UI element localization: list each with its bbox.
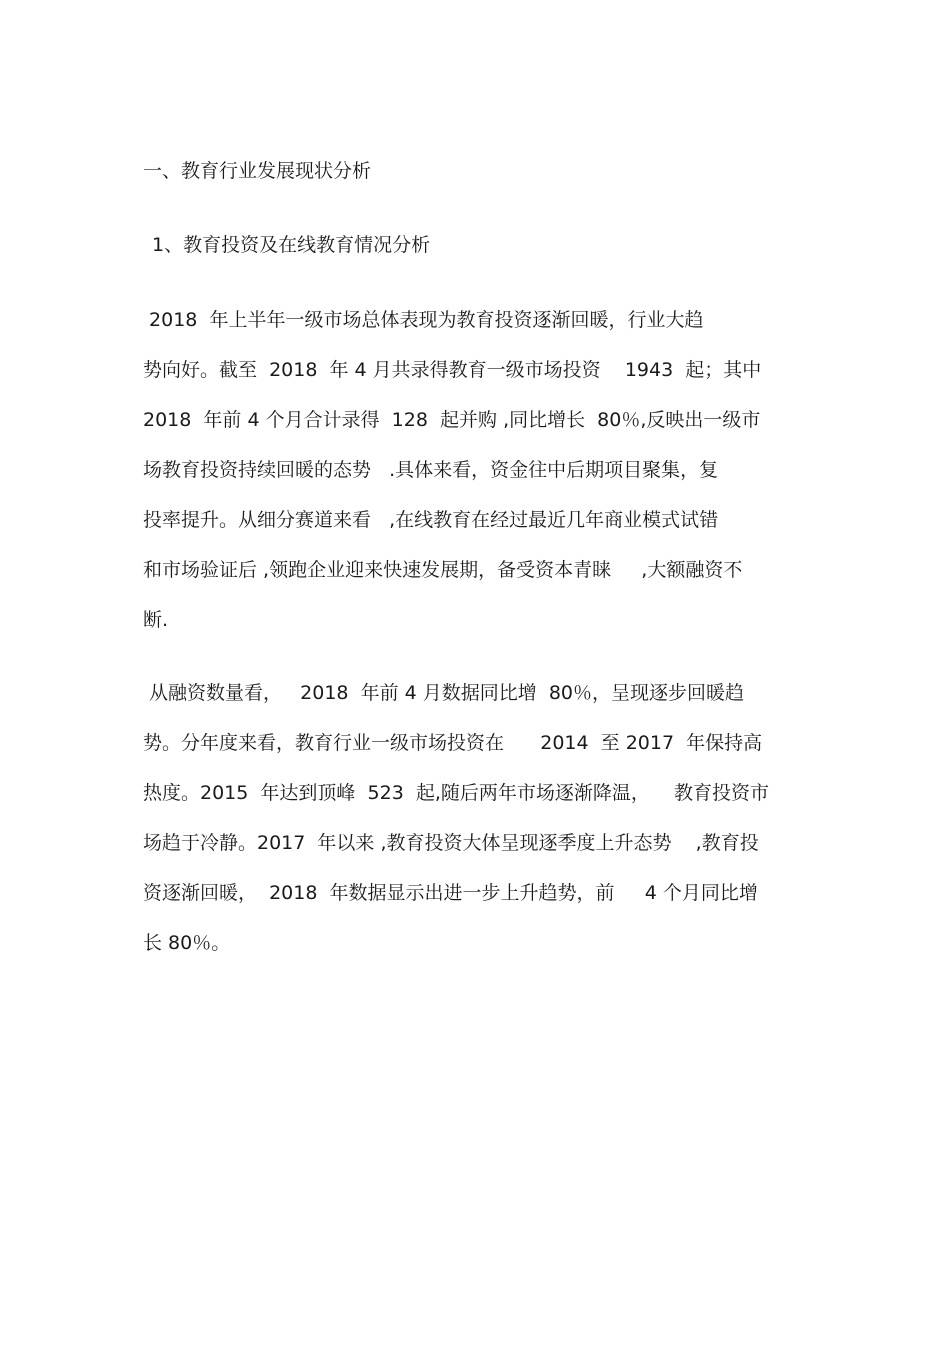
subsection-heading: 1、教育投资及在线教育情况分析 (152, 234, 431, 256)
text-line: 势。分年度来看，教育行业一级市场投资在 2014 至 2017 年保持高 (143, 732, 763, 754)
text-line: 断. (143, 609, 169, 631)
text-line: 热度。2015 年达到顶峰 523 起,随后两年市场逐渐降温， 教育投资市 (143, 782, 770, 804)
paragraph-financing-count (143, 668, 813, 968)
text-line: 势向好。截至 2018 年 4 月共录得教育一级市场投资 1943 起；其中 (143, 359, 762, 381)
text-line: 2018 年前 4 个月合计录得 128 起并购 ,同比增长 80％,反映出一级市 (143, 409, 761, 431)
text-line: 从融资数量看， 2018 年前 4 月数据同比增 80％，呈现逐步回暖趋 (143, 682, 745, 704)
text-line: 场教育投资持续回暖的态势 .具体来看，资金往中后期项目聚集，复 (143, 459, 719, 481)
text-line: 2018 年上半年一级市场总体表现为教育投资逐渐回暖，行业大趋 (143, 309, 704, 331)
section-heading: 一、教育行业发展现状分析 (143, 160, 372, 182)
text-line: 长 80％。 (143, 932, 231, 954)
paragraph-investment-overview (143, 295, 813, 645)
text-line: 资逐渐回暖， 2018 年数据显示出进一步上升趋势，前 4 个月同比增 (143, 882, 758, 904)
text-line: 场趋于冷静。2017 年以来 ,教育投资大体呈现逐季度上升态势 ,教育投 (143, 832, 759, 854)
text-line: 和市场验证后 ,领跑企业迎来快速发展期，备受资本青睐 ,大额融资不 (143, 559, 743, 581)
text-line: 投率提升。从细分赛道来看 ,在线教育在经过最近几年商业模式试错 (143, 509, 719, 531)
